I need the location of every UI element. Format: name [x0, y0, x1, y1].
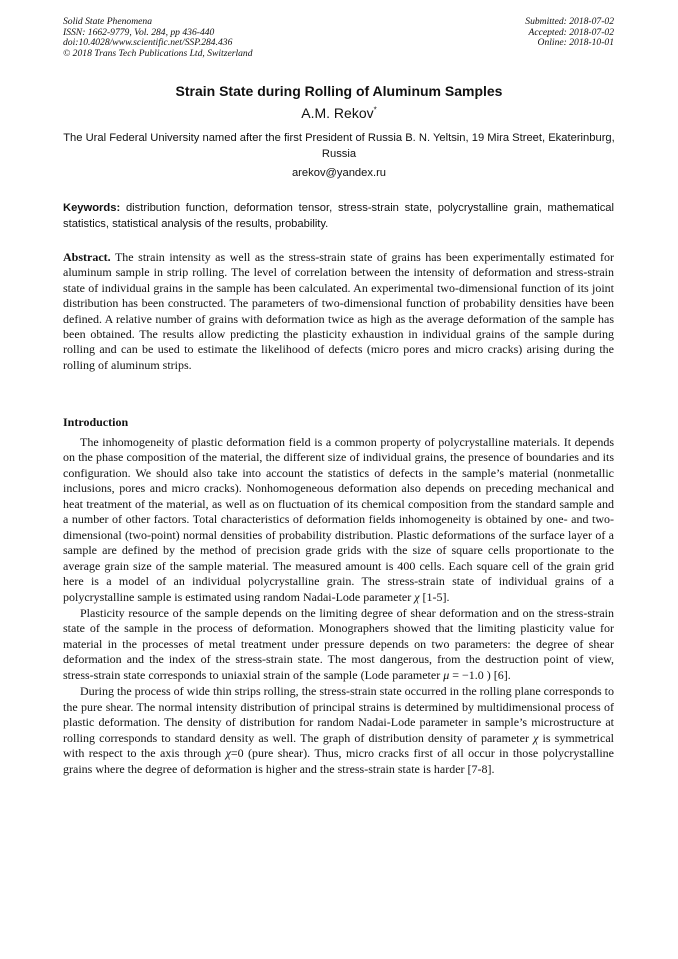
affiliation: The Ural Federal University named after the first President of Russia B. N. Yeltsin, 19 Mira Street, Ekaterinburg, Russia — [63, 132, 615, 160]
chi-symbol: χ — [225, 746, 231, 761]
author — [0, 105, 678, 121]
abstract-text: The strain intensity as well as the stress-strain state of grains has been experimentally estimated for aluminum sample in strip rolling. The level of correlation between the intensity of deformation and stress-strain state of individual grains in the sample has been calculated. An experimental two-dimensional function of its joint distribution has been constructed. The parameters of two-dimensional function of probability densities have been defined. A relative number of grains with deformation twice as high as the average deformation of the sample has been obtained. The results allow predicting the plasticity exhaustion in individual grains of the sample during rolling and can be used to estimate the likelihood of defects (micro pores and micro cracks) arising during the rolling of aluminum strips. — [63, 250, 614, 372]
paragraph-1-refs: [1-5]. — [419, 589, 450, 604]
corresponding-mark: * — [373, 105, 377, 115]
chi-symbol: χ — [533, 730, 539, 745]
journal-name: Solid State Phenomena — [63, 16, 152, 27]
accepted-date: Accepted: 2018-07-02 — [528, 26, 614, 38]
paragraph-3-text-c: =0 (pure shear). Thus, micro cracks first of all occur in those polycrystalline grains where the degree of deformation is higher and the stress-strain state is harder [7-8]. — [63, 746, 615, 776]
online-date: Online: 2018-10-01 — [537, 37, 614, 49]
publication-dates — [525, 17, 614, 49]
copyright-line: © 2018 Trans Tech Publications Ltd, Switzerland — [63, 47, 253, 59]
keywords — [63, 201, 614, 232]
paragraph-3-text-b: is symmetrical with respect to the axis through — [63, 730, 614, 761]
abstract — [63, 250, 614, 373]
keywords-label: Keywords: — [63, 202, 121, 214]
paragraph-2-equation: = −1.0 ) [6]. — [449, 667, 511, 682]
introduction-heading: Introduction — [63, 415, 129, 429]
abstract-label: Abstract. — [63, 250, 111, 264]
mu-symbol: μ — [443, 667, 450, 682]
keywords-text: distribution function, deformation tensor, stress-strain state, polycrystalline grain, mathematical statistics, statistical analysis of the results, probability. — [63, 202, 615, 230]
journal-info — [63, 17, 253, 59]
introduction-body — [63, 435, 614, 778]
author-email[interactable]: arekov@yandex.ru — [291, 167, 387, 179]
doi-line[interactable]: doi:10.4028/www.scientific.net/SSP.284.436 — [63, 37, 233, 49]
paragraph-3-text-a: During the process of wide thin strips rolling, the stress-strain state occurred in the rolling plane corresponds to the pure shear. The normal intensity distribution of principal strains is determined by multidimensional process of plastic deformation. The density of distribution for random Nadai-Lode parameter in sample’s microstructure at rolling corresponds to standard density as well. The graph of distribution density of parameter — [63, 684, 614, 745]
paragraph-3 — [63, 684, 614, 777]
paragraph-2 — [63, 606, 614, 683]
author-name: A.M. Rekov — [301, 105, 374, 121]
paragraph-1-text: The inhomogeneity of plastic deformation field is a common property of polycrystalline materials. It depends on the phase composition of the material, the different size of individual grains, the presence of boundaries and its configuration. We should also take into account the statistics of defects in the sample’s material (nonmetallic inclusions, pores and micro cracks). Nonhomogeneous deformation also depends on preceding mechanical and heat treatment of the material, as well as on fluctuation of its chemical composition from the standard sample and a number of other factors. Total characteristics of deformation fields inhomogeneity is obtained by one- and two-dimensional (two-point) normal densities of probability distribution. Plastic deformations of the surface layer of a sample are defined by the method of precision grade grids with the size of square cells proportionate to the average grain size of the sample material. The measured amount is 400 cells. Each square cell of the grain grid here is a model of an individual polycrystalline grain. The stress-strain state of individual grains of a polycrystalline sample is estimated using random Nadai-Lode parameter — [63, 435, 614, 604]
paragraph-1 — [63, 435, 614, 605]
issn-line: ISSN: 1662-9779, Vol. 284, pp 436-440 — [63, 26, 215, 38]
chi-symbol: χ — [414, 589, 420, 604]
paper-title: Strain State during Rolling of Aluminum Samples — [175, 83, 503, 99]
submitted-date: Submitted: 2018-07-02 — [525, 16, 614, 27]
paragraph-2-text: Plasticity resource of the sample depends on the limiting degree of shear deformation and on the stress-strain state of the sample in the process of deformation. Monographers showed that the limiting plasticity value for material in the processes of metal treatment under pressure depends on two parameters: the degree of shear deformation and the index of the stress-strain state. The most dangerous, from the destruction point of view, stress-strain state corresponds to uniaxial strain of the sample (Lode parameter — [63, 605, 614, 682]
